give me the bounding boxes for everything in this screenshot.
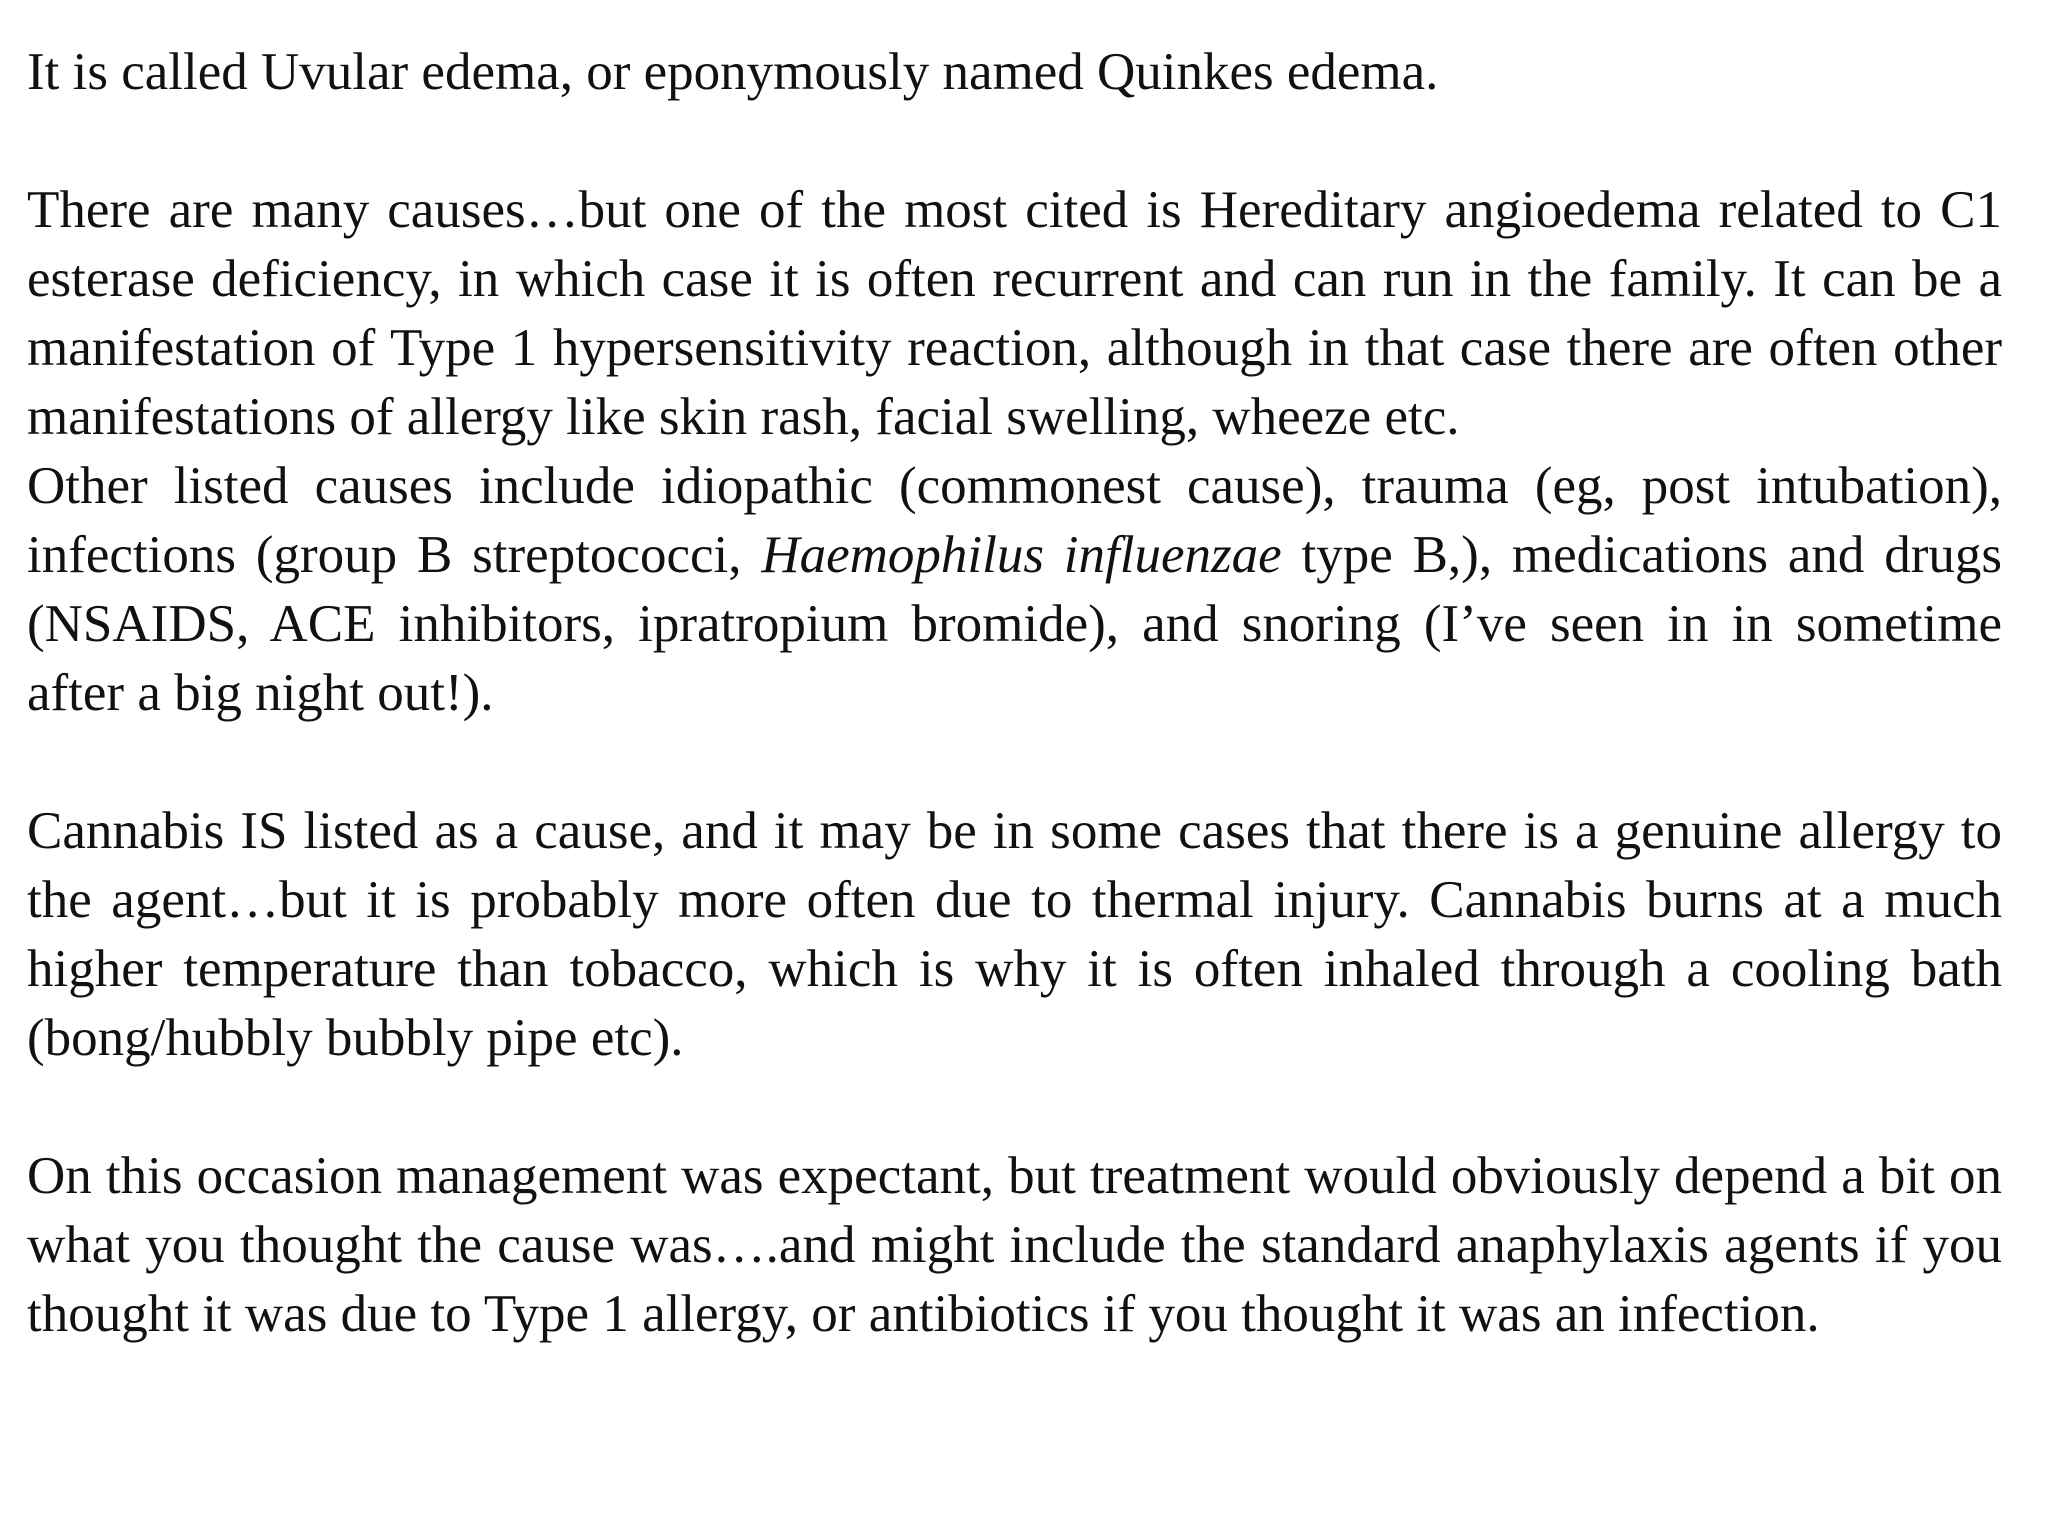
paragraph-gap: [27, 1073, 2002, 1142]
management-paragraph: On this occasion management was expectant, but treatment would obviously depend a bit on what you thought the cause was….and might include the standard anaphylaxis agents if you thought it was due to Type 1 allergy, or antibiotics if you thought it was an infection.: [27, 1147, 2002, 1343]
other-causes-text-1: Other listed causes include idiopathic (commonest cause), trauma (eg, post intubation), infections (group B streptococci,: [27, 457, 2002, 584]
cannabis-paragraph: Cannabis IS listed as a cause, and it may be in some cases that there is a genuine allergy to the agent…but it is probably more often due to thermal injury. Cannabis burns at a much higher temperature than tobacco, which is why it is often inhaled through a cooling bath (bong/hubbly bubbly pipe etc).: [27, 802, 2002, 1067]
intro-paragraph: It is called Uvular edema, or eponymously named Quinkes edema.: [27, 43, 1439, 101]
causes-paragraph: There are many causes…but one of the most cited is Hereditary angioedema related to C1 esterase deficiency, in which case it is often recurrent and can run in the family. It can be a manifestation of Type 1 hypersensitivity reaction, although in that case there are often other manifestations of allergy like skin rash, facial swelling, wheeze etc.: [27, 181, 2002, 446]
paragraph-gap: [27, 107, 2002, 176]
other-causes-paragraph: [27, 452, 2002, 728]
organism-name-italic: Haemophilus influenzae: [761, 526, 1282, 584]
other-causes-text-2: type B,), medications and drugs (NSAIDS, ACE inhibitors, ipratropium bromide), and snoring (I’ve seen in in sometime after a big night out!).: [27, 526, 2002, 722]
paragraph-gap: [27, 728, 2002, 797]
document-body: [27, 38, 2002, 1349]
